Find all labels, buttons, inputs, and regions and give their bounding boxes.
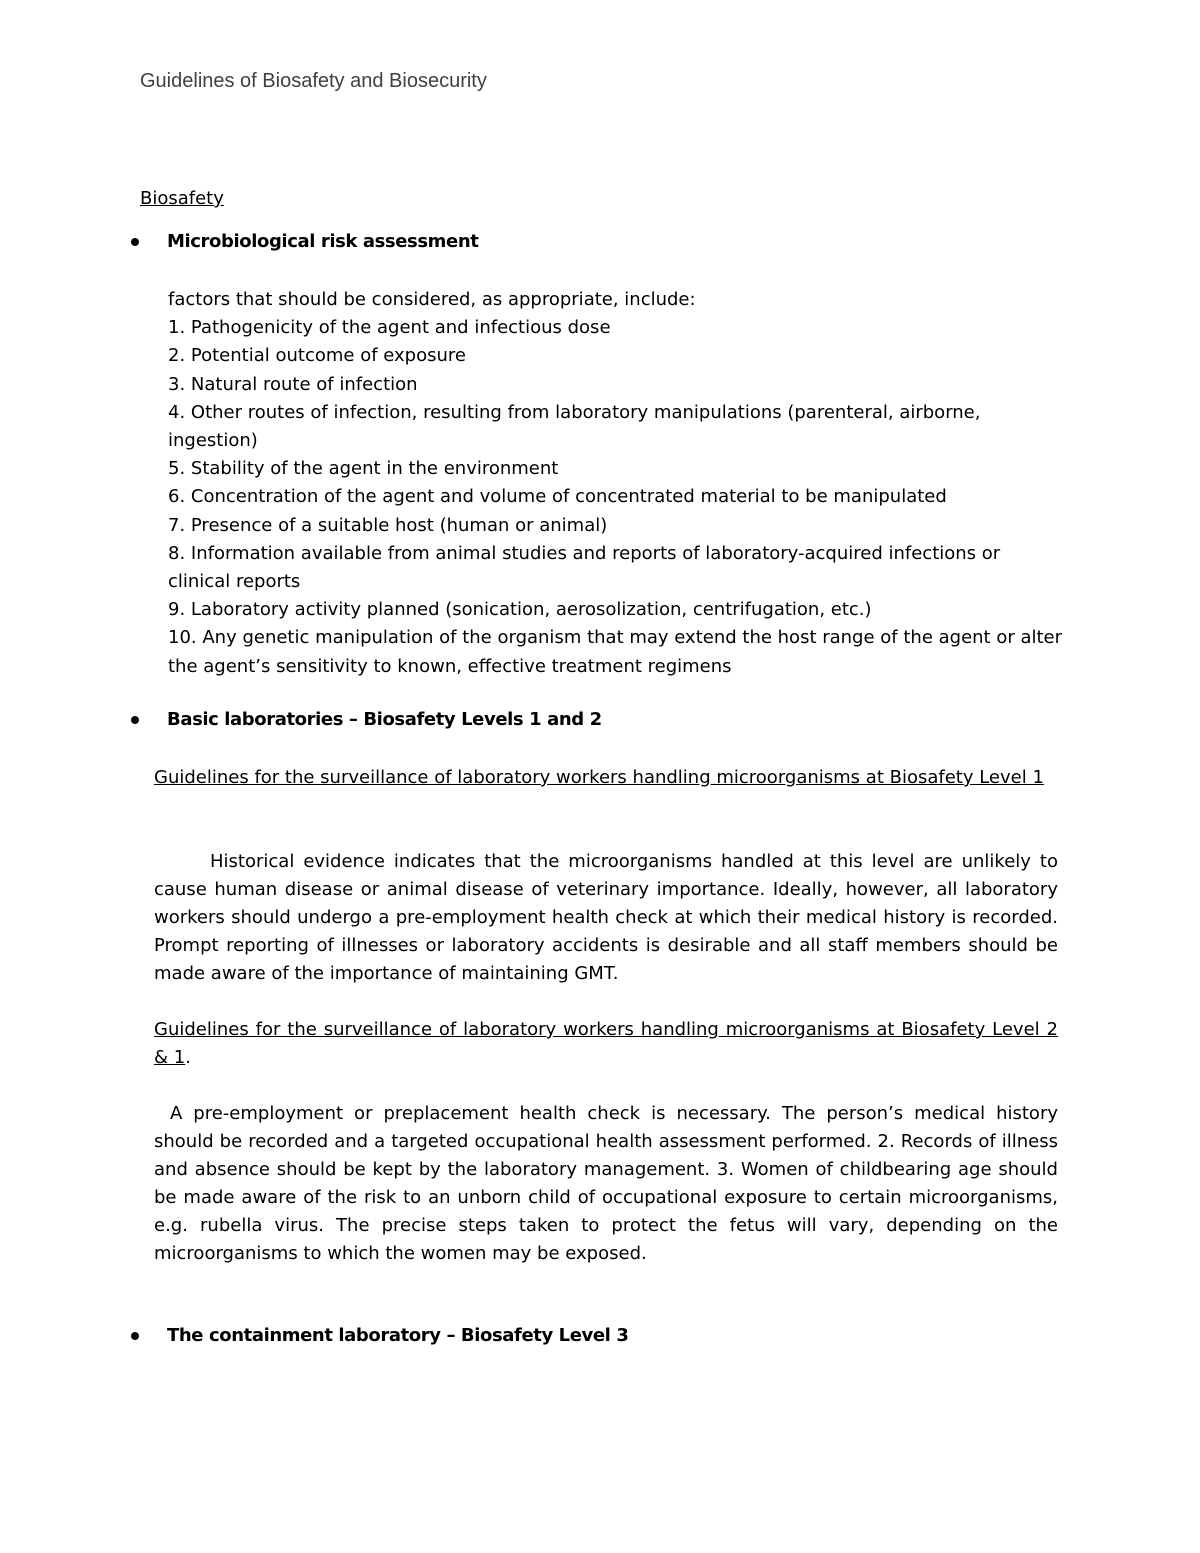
factors-list — [168, 286, 1068, 681]
bullet-label: Microbiological risk assessment — [167, 231, 479, 252]
level1-heading — [154, 764, 1058, 792]
list-item: 9. Laboratory activity planned (sonication, aerosolization, centrifugation, etc.) — [168, 599, 872, 621]
bullet-label: Basic laboratories – Biosafety Levels 1 and 2 — [167, 709, 602, 730]
list-item: 2. Potential outcome of exposure — [168, 345, 466, 367]
list-item: 3. Natural route of infection — [168, 373, 418, 395]
list-item: 1. Pathogenicity of the agent and infectious dose — [168, 317, 611, 339]
list-item: 4. Other routes of infection, resulting from laboratory manipulations (parenteral, airborne, ingestion) — [168, 401, 987, 452]
bullet-basic-laboratories — [131, 709, 602, 730]
level2-heading-suffix: . — [185, 1047, 191, 1068]
level1-body: Historical evidence indicates that the microorganisms handled at this level are unlikely to cause human disease or animal disease of veterinary importance. Ideally, however, all laboratory workers should undergo a pre-employment health check at which their medical history is recorded. Prompt reporting of illnesses or laboratory accidents is desirable and all staff members should be made aware of the importance of maintaining GMT. — [154, 851, 1058, 984]
bullet-icon — [131, 238, 139, 246]
bullet-risk-assessment — [131, 231, 478, 252]
factors-intro: factors that should be considered, as appropriate, include: — [168, 289, 696, 310]
page-header: Guidelines of Biosafety and Biosecurity — [140, 70, 487, 92]
bullet-icon — [131, 1332, 139, 1340]
level1-heading-text: Guidelines for the surveillance of laboratory workers handling microorganisms at Biosafety Level 1 — [154, 767, 1044, 788]
list-item: 10. Any genetic manipulation of the organism that may extend the host range of the agent or alter the agent’s sensitivity to known, effective treatment regimens — [168, 627, 1068, 677]
list-item: 5. Stability of the agent in the environment — [168, 458, 559, 480]
bullet-label: The containment laboratory – Biosafety Level 3 — [167, 1325, 629, 1346]
list-item: 6. Concentration of the agent and volume of concentrated material to be manipulated — [168, 486, 947, 508]
bullet-icon — [131, 716, 139, 724]
level2-heading — [154, 1016, 1058, 1072]
level2-body: A pre-employment or preplacement health check is necessary. The person’s medical history should be recorded and a targeted occupational health assessment performed. 2. Records of illness and absence should be kept by the laboratory management. 3. Women of childbearing age should be made aware of the risk to an unborn child of occupational exposure to certain microorganisms, e.g. rubella virus. The precise steps taken to protect the fetus will vary, depending on the microorganisms to which the women may be exposed. — [154, 1103, 1058, 1264]
list-item: 7. Presence of a suitable host (human or animal) — [168, 514, 608, 536]
bullet-containment-laboratory — [131, 1325, 628, 1346]
level2-heading-text: Guidelines for the surveillance of laboratory workers handling microorganisms at Biosafety Level 2 & 1 — [154, 1019, 1058, 1068]
list-item: 8. Information available from animal studies and reports of laboratory-acquired infections or clinical reports — [168, 542, 1006, 593]
section-label-biosafety: Biosafety — [140, 188, 224, 209]
